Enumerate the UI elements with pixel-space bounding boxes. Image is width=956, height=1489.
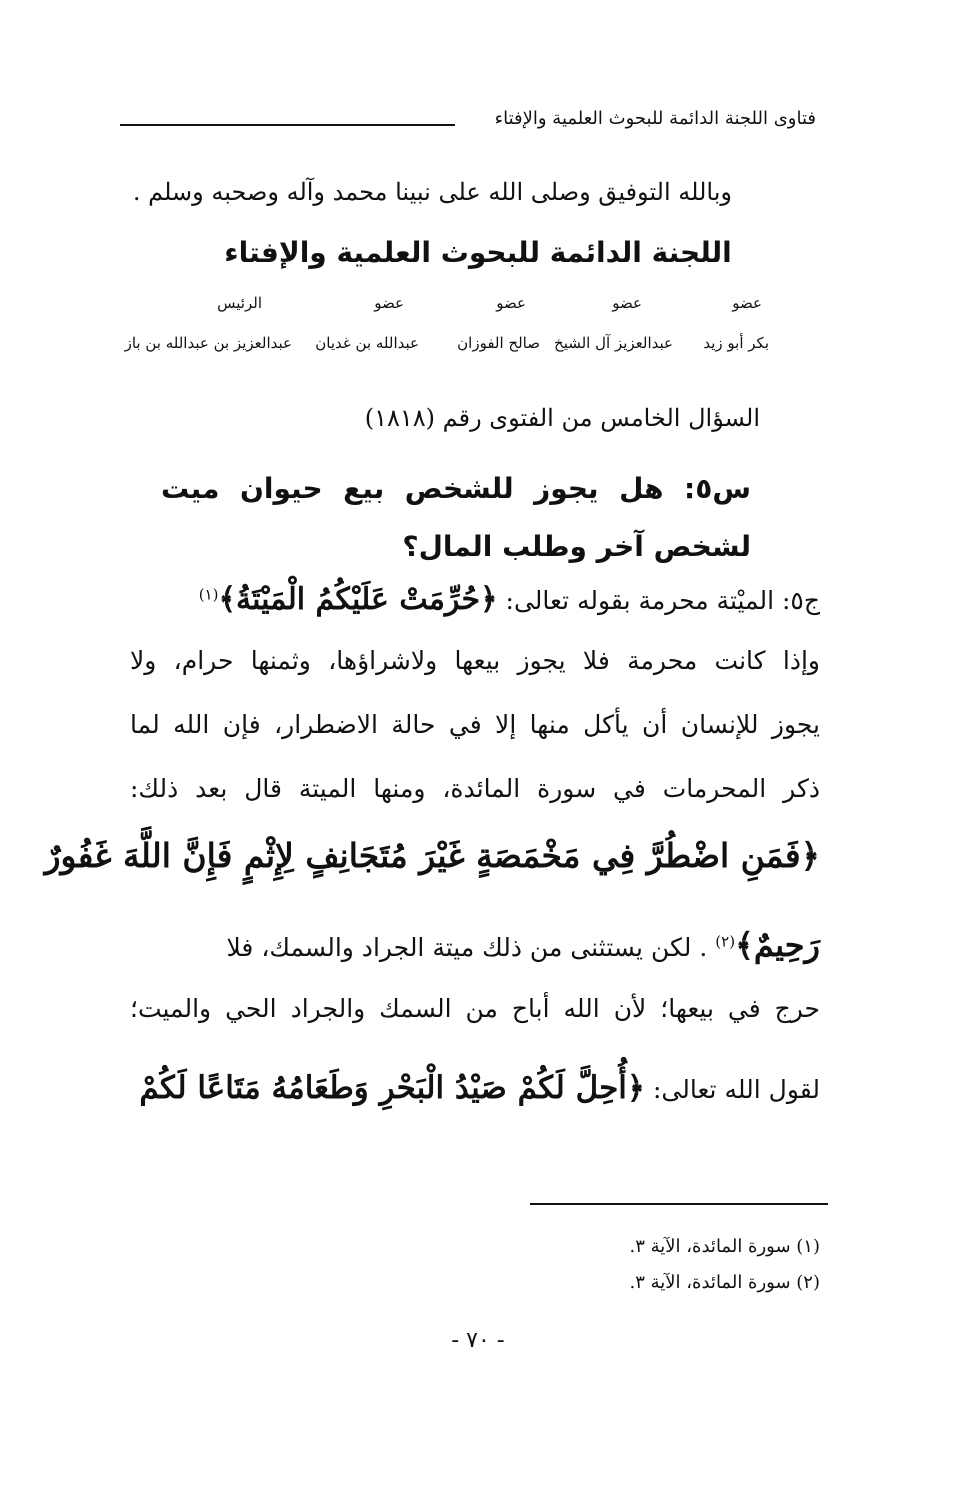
member-role: عضو — [732, 294, 762, 312]
footnote: (١) سورة المائدة، الآية ٣. — [629, 1236, 820, 1257]
committee-title: اللجنة الدائمة للبحوث العلمية والإفتاء — [224, 236, 732, 269]
member-role: عضو — [496, 294, 526, 312]
answer-prefix: ج٥: الميْتة محرمة بقوله تعالى: — [505, 586, 820, 615]
answer-prefix: لقول الله تعالى: — [653, 1075, 820, 1104]
member-name: بكر أبو زيد — [703, 334, 769, 352]
question-text: س٥: هل يجوز للشخص بيع حيوان ميت لشخص آخر وطلب المال؟ — [161, 472, 751, 563]
quran-verse: ﴿أُحِلَّ لَكُمْ صَيْدُ الْبَحْرِ وَطَعَامُهُ مَتَاعًا لَكُمْ — [139, 1070, 646, 1106]
member-role: عضو — [612, 294, 642, 312]
quran-verse: ﴿فَمَنِ اضْطُرَّ فِي مَخْمَصَةٍ غَيْرَ مُتَجَانِفٍ لِإِثْمٍ فَإِنَّ اللَّهَ غَفُورٌ — [44, 836, 820, 875]
member-role: عضو — [374, 294, 404, 312]
fatwa-reference: السؤال الخامس من الفتوى رقم (١٨١٨) — [364, 404, 760, 432]
closing-formula: وبالله التوفيق وصلى الله على نبينا محمد وآله وصحبه وسلم . — [132, 178, 732, 206]
footnote-marker: (٢) — [715, 932, 736, 951]
answer-line-4: ذكر المحرمات في سورة المائدة، ومنها الميتة قال بعد ذلك: — [130, 774, 820, 803]
page-number: - ٧٠ - — [451, 1328, 505, 1353]
quran-verse: ﴿حُرِّمَتْ عَلَيْكُمُ الْمَيْتَةُ﴾ — [218, 582, 498, 617]
member-name: صالح الفوزان — [457, 334, 540, 352]
answer-line-8 — [120, 1070, 820, 1106]
answer-line-7: حرج في بيعها؛ لأن الله أباح من السمك والجراد الحي والميت؛ — [130, 994, 820, 1023]
footnote-rule — [530, 1203, 828, 1205]
member-role: الرئيس — [217, 294, 262, 312]
header-rule — [120, 124, 455, 126]
member-name: عبدالعزيز بن عبدالله بن باز — [124, 334, 292, 352]
answer-line-6 — [130, 926, 820, 964]
answer-text: . لكن يستثنى من ذلك ميتة الجراد والسمك، فلا — [226, 933, 708, 962]
answer-line-1 — [130, 582, 820, 617]
member-name: عبدالله بن غديان — [315, 334, 419, 352]
footnote: (٢) سورة المائدة، الآية ٣. — [629, 1272, 820, 1293]
quran-verse: رَحِيمٌ﴾ — [735, 926, 820, 964]
footnote-marker: (١) — [198, 585, 219, 604]
running-title: فتاوى اللجنة الدائمة للبحوث العلمية والإفتاء — [494, 108, 816, 129]
member-name: عبدالعزيز آل الشيخ — [554, 334, 673, 352]
answer-line-2: وإذا كانت محرمة فلا يجوز بيعها ولاشراؤها، وثمنها حرام، ولا — [130, 646, 820, 675]
answer-line-3: يجوز للإنسان أن يأكل منها إلا في حالة الاضطرار، فإن الله لما — [130, 710, 820, 739]
